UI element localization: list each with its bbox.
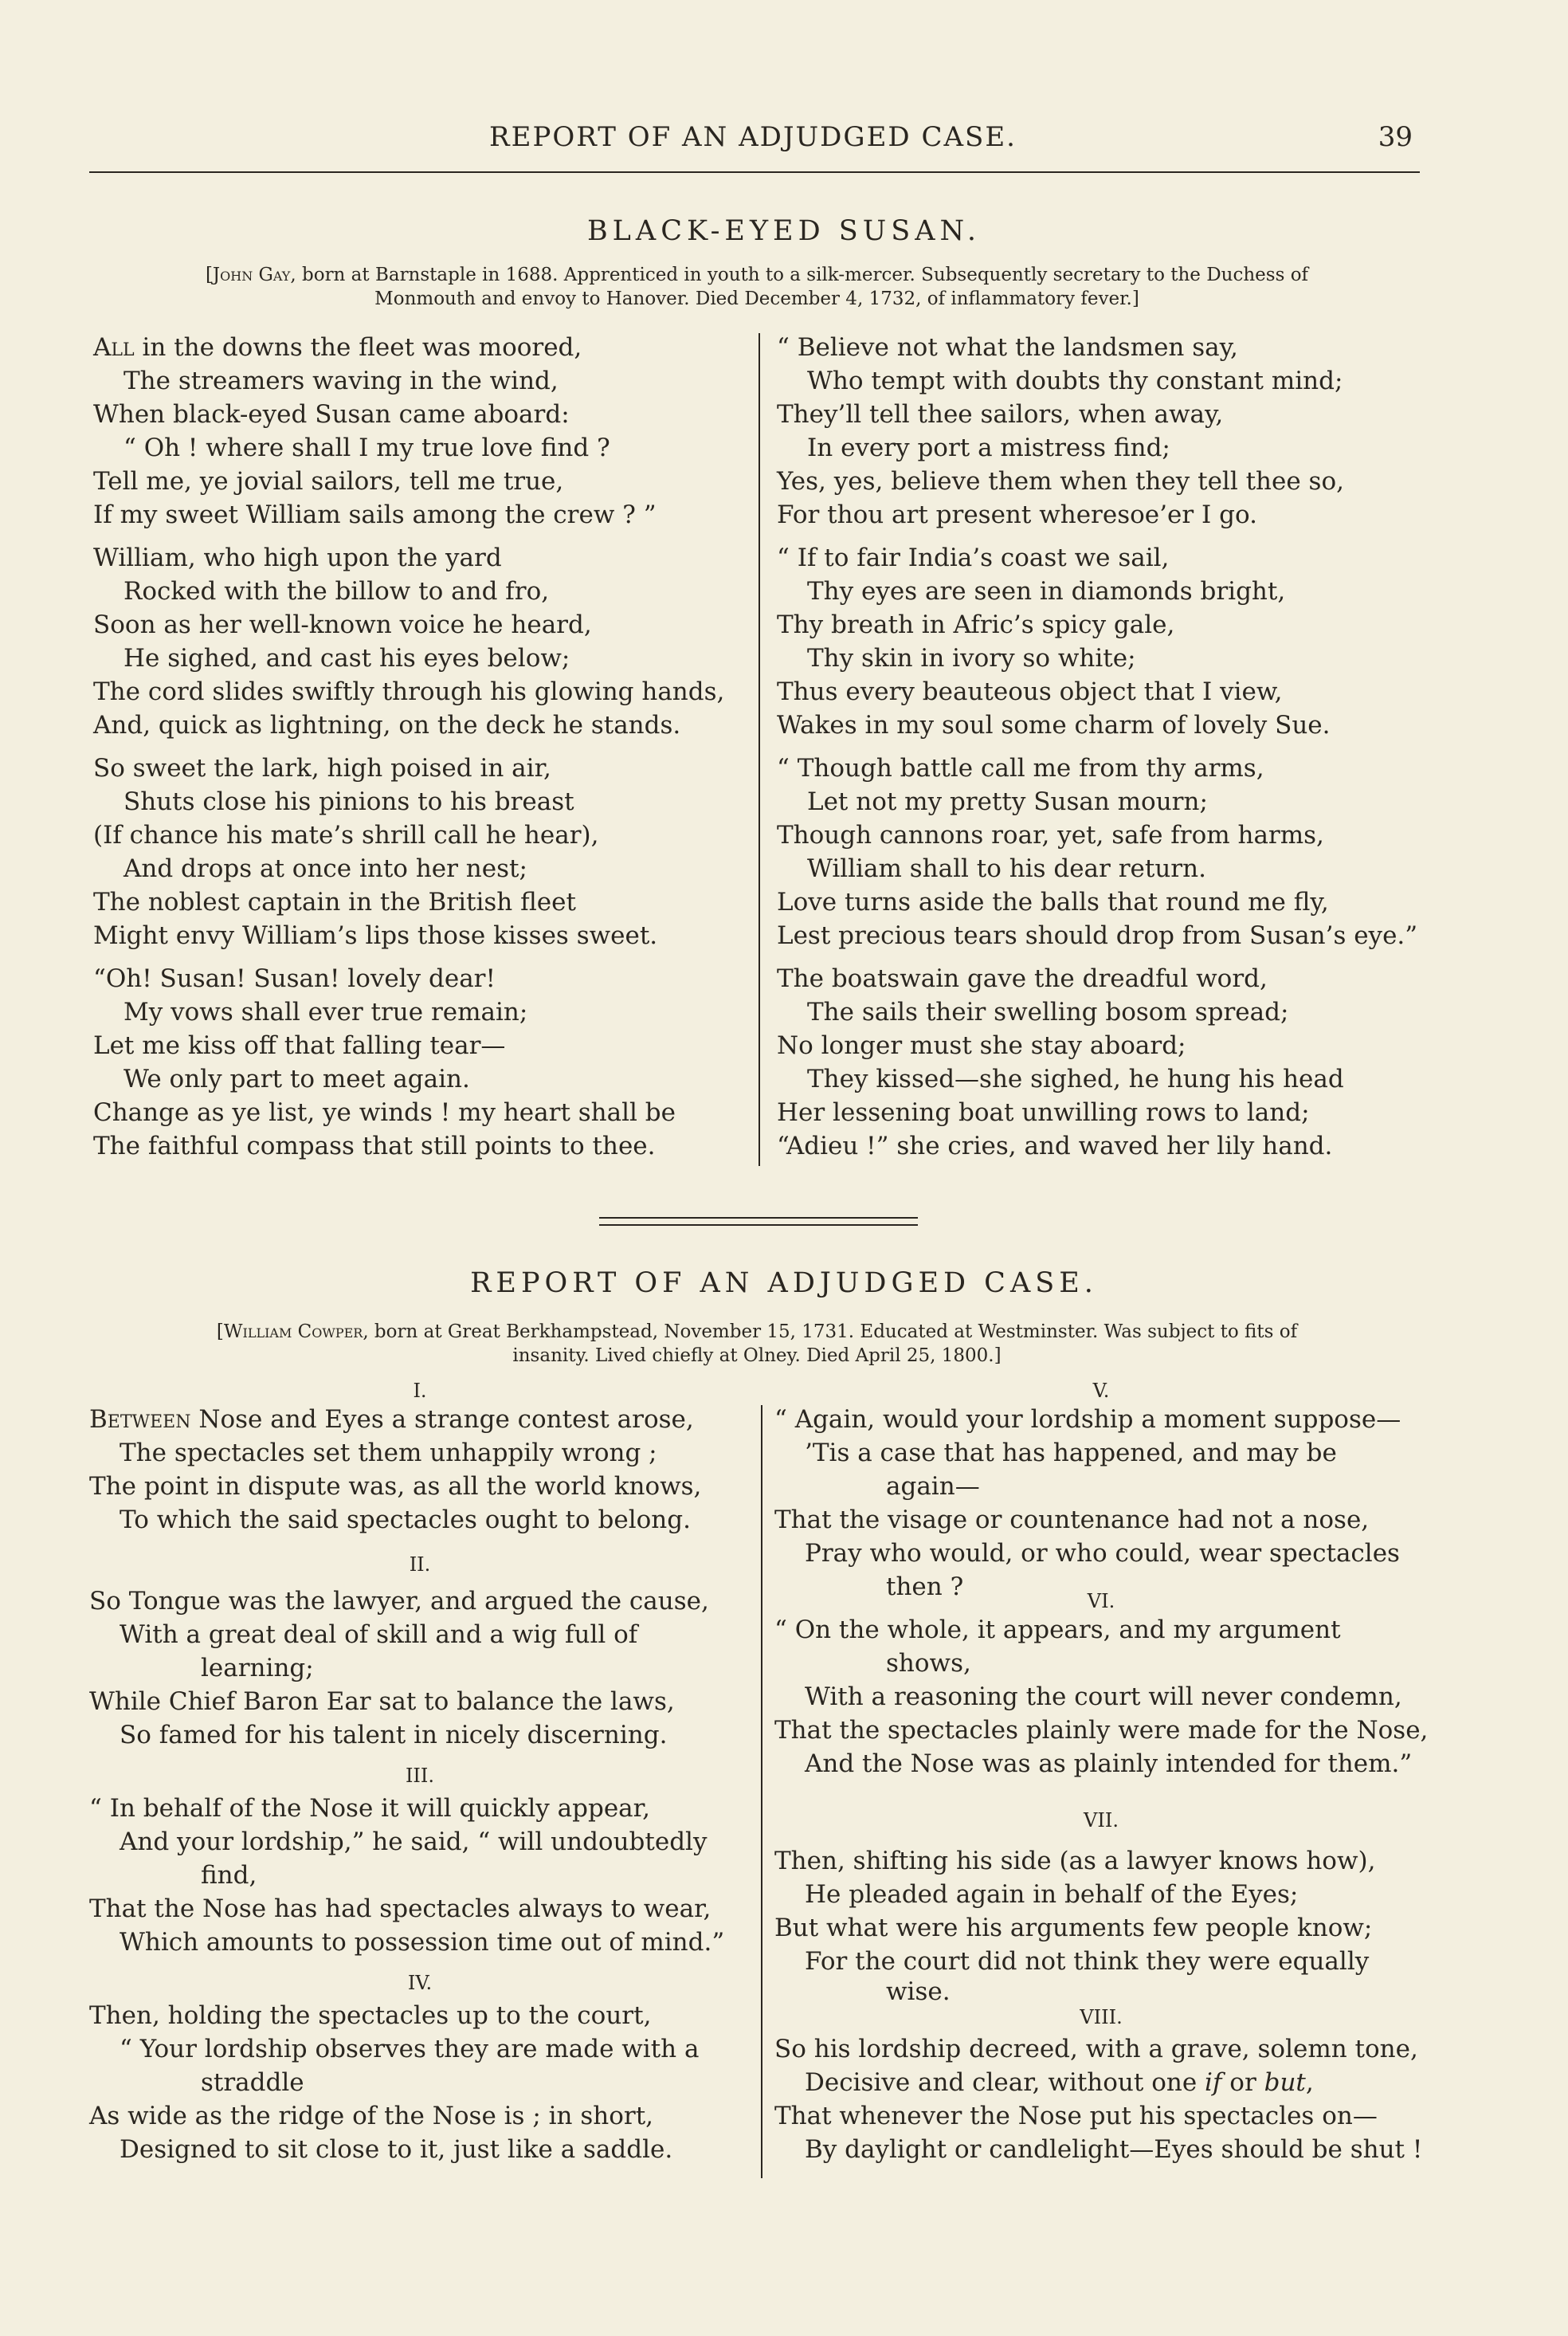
- verse-line: “ If to fair India’s coast we sail,: [777, 544, 1170, 572]
- verse-line: “ Though battle call me from thy arms,: [777, 754, 1264, 783]
- verse-line: Tell me, ye jovial sailors, tell me true,: [93, 467, 564, 496]
- column-rule: [759, 333, 760, 1166]
- verse-line: So sweet the lark, high poised in air,: [93, 754, 551, 783]
- verse-line: Decisive and clear, without one if or but,: [805, 2068, 1314, 2097]
- verse-line: Who tempt with doubts thy constant mind;: [807, 367, 1343, 395]
- poem-title-black-eyed-susan: BLACK-EYED SUSAN.: [586, 215, 982, 247]
- verse-line: And the Nose was as plainly intended for them.”: [805, 1749, 1413, 1778]
- verse-line: “ Believe not what the landsmen say,: [777, 333, 1238, 362]
- verse-line: So Tongue was the lawyer, and argued the cause,: [89, 1587, 709, 1616]
- verse-line: The spectacles set them unhappily wrong ;: [120, 1439, 657, 1467]
- verse-line: We only part to meet again.: [123, 1065, 470, 1093]
- verse-line: So his lordship decreed, with a grave, solemn tone,: [774, 2035, 1418, 2063]
- verse-line: While Chief Baron Ear sat to balance the laws,: [89, 1687, 675, 1716]
- verse-line: Pray who would, or who could, wear spectacles: [805, 1539, 1400, 1568]
- verse-line: The streamers waving in the wind,: [123, 367, 559, 395]
- verse-line: The cord slides swiftly through his glowing hands,: [93, 677, 725, 706]
- verse-line: So famed for his talent in nicely discerning.: [120, 1721, 668, 1749]
- verse-line: For thou art present wheresoe’er I go.: [777, 501, 1257, 529]
- verse-line: The faithful compass that still points to thee.: [93, 1132, 656, 1160]
- verse-line: That the visage or countenance had not a nose,: [774, 1506, 1370, 1534]
- verse-line: “ Again, would your lordship a moment suppose—: [774, 1405, 1401, 1434]
- verse-line: Her lessening boat unwilling rows to land;: [777, 1098, 1310, 1127]
- poem-title-adjudged-case: REPORT OF AN ADJUDGED CASE.: [470, 1267, 1098, 1299]
- verse-line: And, quick as lightning, on the deck he stands.: [93, 711, 681, 740]
- verse-line: again—: [886, 1472, 980, 1501]
- verse-line: The boatswain gave the dreadful word,: [777, 964, 1268, 993]
- verse-line: wise.: [886, 1977, 951, 2006]
- stanza-numeral: VIII.: [1080, 2006, 1123, 2028]
- poem2-left-column: [89, 1380, 751, 2166]
- stanza-numeral: I.: [413, 1380, 427, 1402]
- verse-line: The noblest captain in the British fleet: [93, 888, 576, 917]
- verse-line: Thy skin in ivory so white;: [807, 644, 1136, 673]
- verse-line: Then, holding the spectacles up to the court,: [89, 2001, 652, 2030]
- verse-line: Yes, yes, believe them when they tell thee so,: [777, 467, 1344, 496]
- verse-line: Let not my pretty Susan mourn;: [807, 787, 1208, 816]
- verse-line: “ In behalf of the Nose it will quickly appear,: [89, 1794, 650, 1823]
- verse-line: No longer must she stay aboard;: [777, 1031, 1186, 1060]
- running-head: REPORT OF AN ADJUDGED CASE.: [489, 121, 1017, 153]
- verse-line: Love turns aside the balls that round me fly,: [777, 888, 1329, 917]
- verse-line: (If chance his mate’s shrill call he hear),: [93, 821, 599, 850]
- stanza-numeral: IV.: [407, 1972, 433, 1994]
- column-rule: [761, 1405, 762, 2178]
- stanza-numeral: II.: [409, 1553, 431, 1576]
- verse-line: Wakes in my soul some charm of lovely Sue.: [777, 711, 1331, 740]
- verse-line: For the court did not think they were equally: [805, 1947, 1370, 1976]
- stanza-numeral: VI.: [1087, 1590, 1115, 1612]
- verse-line: They kissed—she sighed, he hung his head: [807, 1065, 1344, 1093]
- author-note-gay: [John Gay, born at Barnstaple in 1688. Apprenticed in youth to a silk-mercer. Subsequently secretary to the Duchess of Monmouth and envoy to Hanover. Died December 4, 1732, of inflammatory fever.]: [205, 265, 1309, 309]
- verse-line: And drops at once into her nest;: [123, 854, 527, 883]
- stanza-numeral: III.: [405, 1765, 435, 1787]
- verse-line: then ?: [886, 1572, 964, 1601]
- verse-line: “Oh! Susan! Susan! lovely dear!: [93, 964, 496, 993]
- verse-line: Thy breath in Afric’s spicy gale,: [777, 611, 1175, 639]
- verse-line: find,: [201, 1861, 257, 1890]
- verse-line: Change as ye list, ye winds ! my heart shall be: [93, 1098, 676, 1127]
- verse-line: Might envy William’s lips those kisses sweet.: [93, 921, 658, 950]
- verse-line: Designed to sit close to it, just like a saddle.: [120, 2135, 673, 2164]
- verse-line: He pleaded again in behalf of the Eyes;: [805, 1880, 1299, 1909]
- author-name: John Gay: [212, 265, 291, 285]
- verse-line: “ Oh ! where shall I my true love find ?: [123, 434, 610, 462]
- verse-line: To which the said spectacles ought to belong.: [120, 1506, 691, 1534]
- verse-line: The point in dispute was, as all the world knows,: [89, 1472, 702, 1501]
- verse-line: “ On the whole, it appears, and my argument: [774, 1616, 1341, 1644]
- author-note-cowper: [William Cowper, born at Great Berkhampstead, November 15, 1731. Educated at Westminster. Was subject to fits of insanity. Lived chiefly at Olney. Died April 25, 1800.]: [216, 1321, 1298, 1366]
- verse-line: If my sweet William sails among the crew ? ”: [93, 501, 657, 529]
- verse-line: The sails their swelling bosom spread;: [807, 998, 1289, 1027]
- stanza-numeral: V.: [1092, 1380, 1110, 1402]
- verse-line: As wide as the ridge of the Nose is ; in short,: [89, 2102, 654, 2130]
- section-divider-top: [599, 1217, 918, 1219]
- verse-line: Though cannons roar, yet, safe from harms,: [777, 821, 1324, 850]
- verse-line: That the spectacles plainly were made for the Nose,: [774, 1716, 1429, 1745]
- verse-line: They’ll tell thee sailors, when away,: [777, 400, 1224, 429]
- verse-line: “ Your lordship observes they are made with a: [120, 2035, 700, 2063]
- poem1-left-column: [93, 331, 747, 1163]
- verse-line: Between Nose and Eyes a strange contest arose,: [89, 1405, 694, 1434]
- verse-line: William, who high upon the yard: [93, 544, 502, 572]
- page-number: 39: [1378, 121, 1413, 153]
- verse-line: Rocked with the billow to and fro,: [123, 577, 550, 606]
- verse-line: With a great deal of skill and a wig full of: [120, 1620, 638, 1649]
- verse-line: When black-eyed Susan came aboard:: [93, 400, 570, 429]
- verse-line: Thy eyes are seen in diamonds bright,: [807, 577, 1286, 606]
- verse-line: And your lordship,” he said, “ will undoubtedly: [120, 1828, 708, 1856]
- author-name: William Cowper: [223, 1321, 363, 1342]
- verse-line: Thus every beauteous object that I view,: [777, 677, 1283, 706]
- verse-line: In every port a mistress find;: [807, 434, 1170, 462]
- verse-line: Then, shifting his side (as a lawyer knows how),: [774, 1847, 1376, 1875]
- verse-line: With a reasoning the court will never condemn,: [805, 1682, 1402, 1711]
- verse-line: straddle: [201, 2068, 304, 2097]
- verse-line: Let me kiss off that falling tear—: [93, 1031, 506, 1060]
- verse-line: He sighed, and cast his eyes below;: [123, 644, 570, 673]
- verse-line: That the Nose has had spectacles always to wear,: [89, 1894, 711, 1923]
- verse-line: All in the downs the fleet was moored,: [93, 333, 582, 362]
- verse-line: My vows shall ever true remain;: [123, 998, 528, 1027]
- poem1-right-column: [777, 331, 1430, 1163]
- verse-line: learning;: [201, 1654, 314, 1682]
- verse-line: ’Tis a case that has happened, and may be: [805, 1439, 1337, 1467]
- stanza-numeral: VII.: [1084, 1809, 1119, 1832]
- verse-line: Which amounts to possession time out of mind.”: [120, 1928, 725, 1957]
- poem2-right-column: [774, 1379, 1428, 2166]
- header-rule: [89, 171, 1420, 173]
- verse-line: Shuts close his pinions to his breast: [123, 787, 574, 816]
- section-divider-bottom: [599, 1224, 918, 1226]
- verse-line: William shall to his dear return.: [807, 854, 1206, 883]
- verse-line: But what were his arguments few people know;: [774, 1914, 1373, 1942]
- verse-line: Soon as her well-known voice he heard,: [93, 611, 592, 639]
- verse-line: By daylight or candlelight—Eyes should be shut !: [805, 2135, 1423, 2164]
- verse-line: Lest precious tears should drop from Susan’s eye.”: [777, 921, 1418, 950]
- verse-line: “Adieu !” she cries, and waved her lily hand.: [777, 1132, 1333, 1160]
- verse-line: shows,: [886, 1649, 971, 1678]
- verse-line: That whenever the Nose put his spectacles on—: [774, 2102, 1378, 2130]
